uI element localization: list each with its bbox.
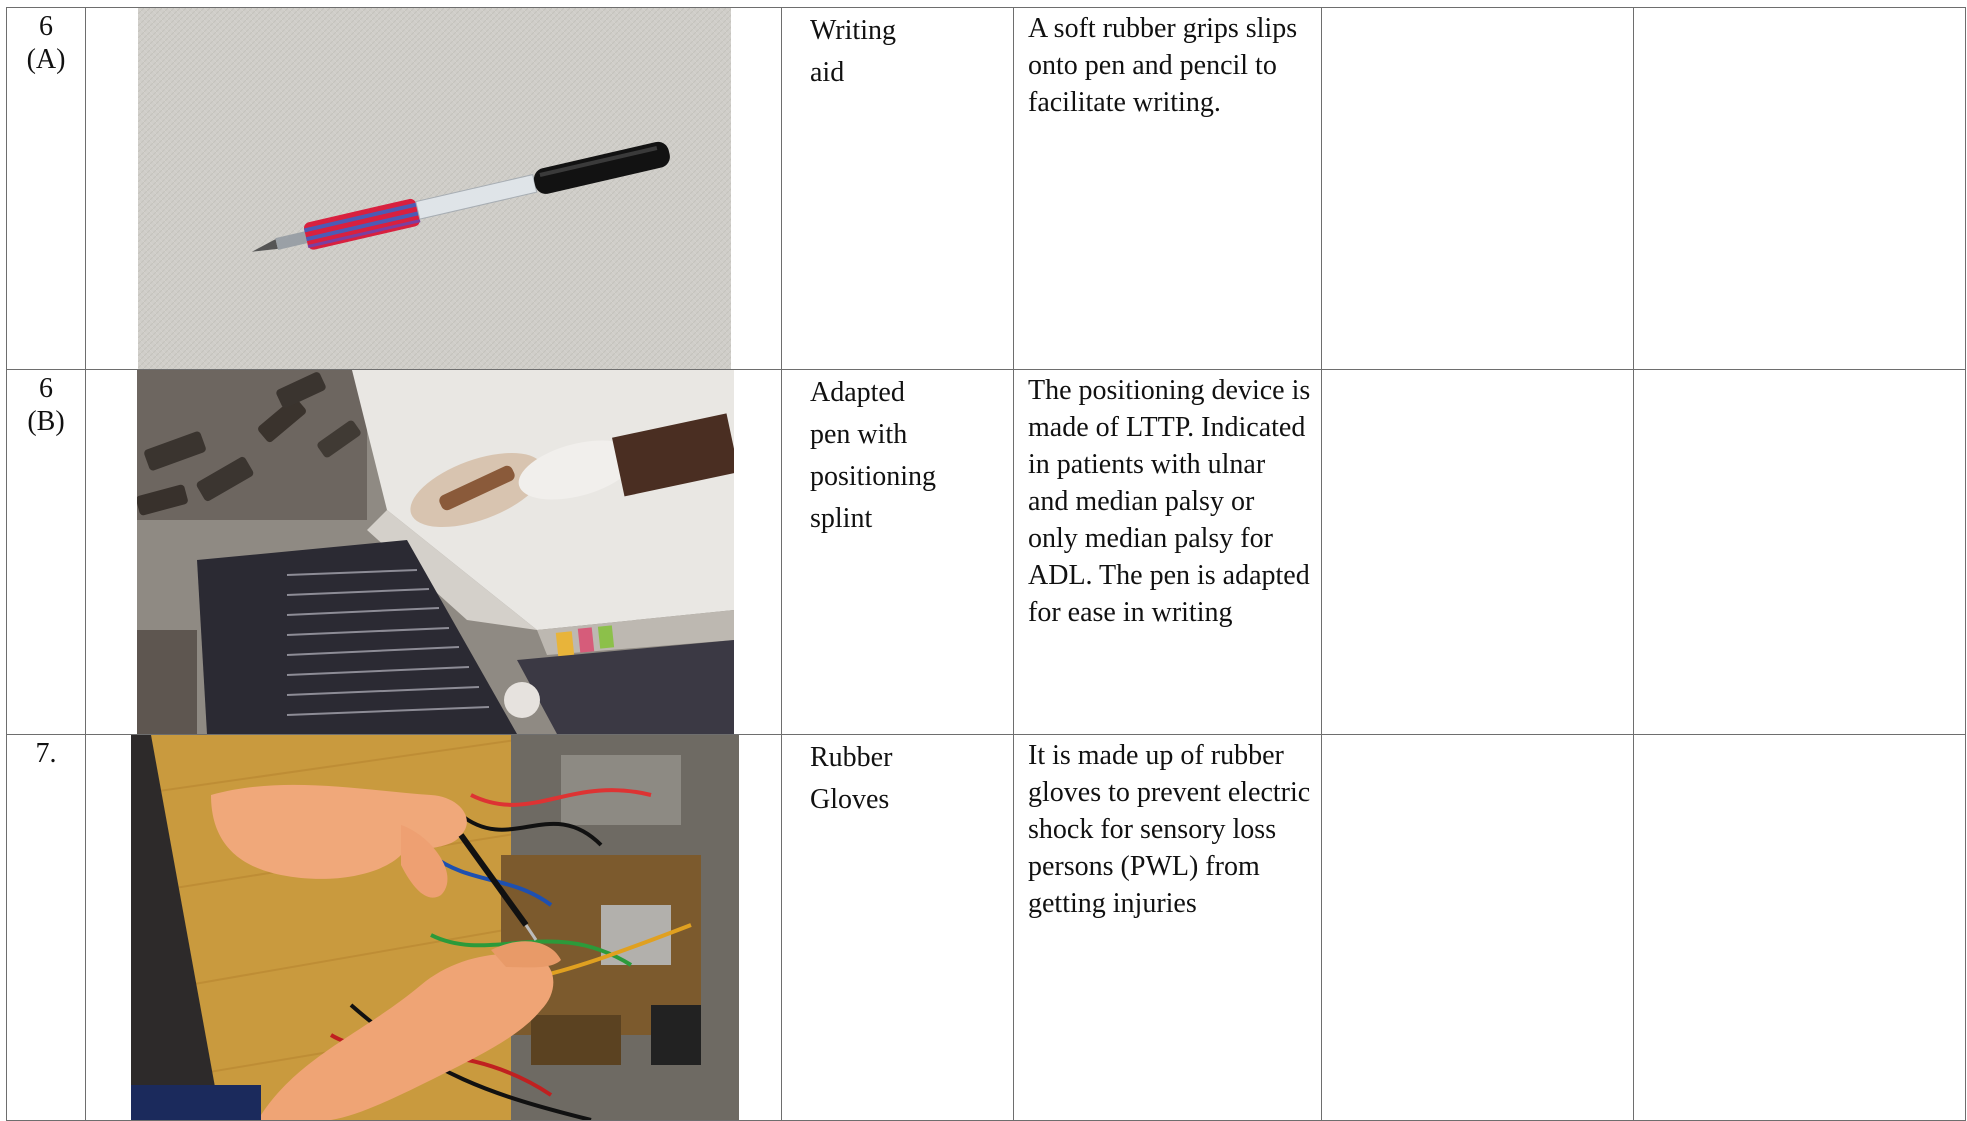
device-description: The positioning device is made of LTTP. Indicated in patients with ulnar and median palsy or only median palsy for ADL. The pen is adapted for ease in writing (1028, 375, 1311, 628)
description-cell (1014, 370, 1322, 735)
description-cell (1014, 735, 1322, 1121)
assistive-devices-table (6, 7, 1966, 1121)
device-name-cell (782, 735, 1014, 1121)
row-number: 6 (39, 373, 53, 404)
row-number: 7. (35, 738, 57, 769)
description-cell (1014, 8, 1322, 370)
row-number: 6 (39, 11, 53, 42)
device-name-line: aid (810, 57, 845, 88)
device-name-line: pen with (810, 419, 908, 450)
empty-cell (1634, 735, 1966, 1121)
device-name-line: Rubber (810, 742, 893, 773)
device-name-line: splint (810, 503, 873, 534)
row-number-cell (7, 8, 86, 370)
photo-cell (86, 8, 782, 370)
device-name-line: positioning (810, 461, 937, 492)
table-row (7, 370, 1966, 735)
device-name-line: Adapted (810, 377, 905, 408)
row-number-cell (7, 370, 86, 735)
photo-cell (86, 735, 782, 1121)
device-name-line: Gloves (810, 784, 890, 815)
empty-cell (1634, 370, 1966, 735)
empty-cell (1322, 370, 1634, 735)
table-row (7, 735, 1966, 1121)
row-sub-label: (B) (27, 406, 65, 437)
empty-cell (1634, 8, 1966, 370)
empty-cell (1322, 8, 1634, 370)
rubber-gloves-soldering-photo (131, 735, 739, 1120)
pen-with-rubber-grip-photo (138, 8, 731, 369)
device-name-line: Writing (810, 15, 896, 46)
device-description: A soft rubber grips slips onto pen and pencil to facilitate writing. (1028, 13, 1298, 118)
table-row (7, 8, 1966, 370)
hand-splint-writing-photo (137, 370, 734, 734)
device-description: It is made up of rubber gloves to prevent electric shock for sensory loss persons (PWL) from getting injuries (1028, 740, 1311, 919)
row-sub-label: (A) (26, 44, 66, 75)
empty-cell (1322, 735, 1634, 1121)
device-name-cell (782, 370, 1014, 735)
device-name-cell (782, 8, 1014, 370)
photo-cell (86, 370, 782, 735)
row-number-cell (7, 735, 86, 1121)
